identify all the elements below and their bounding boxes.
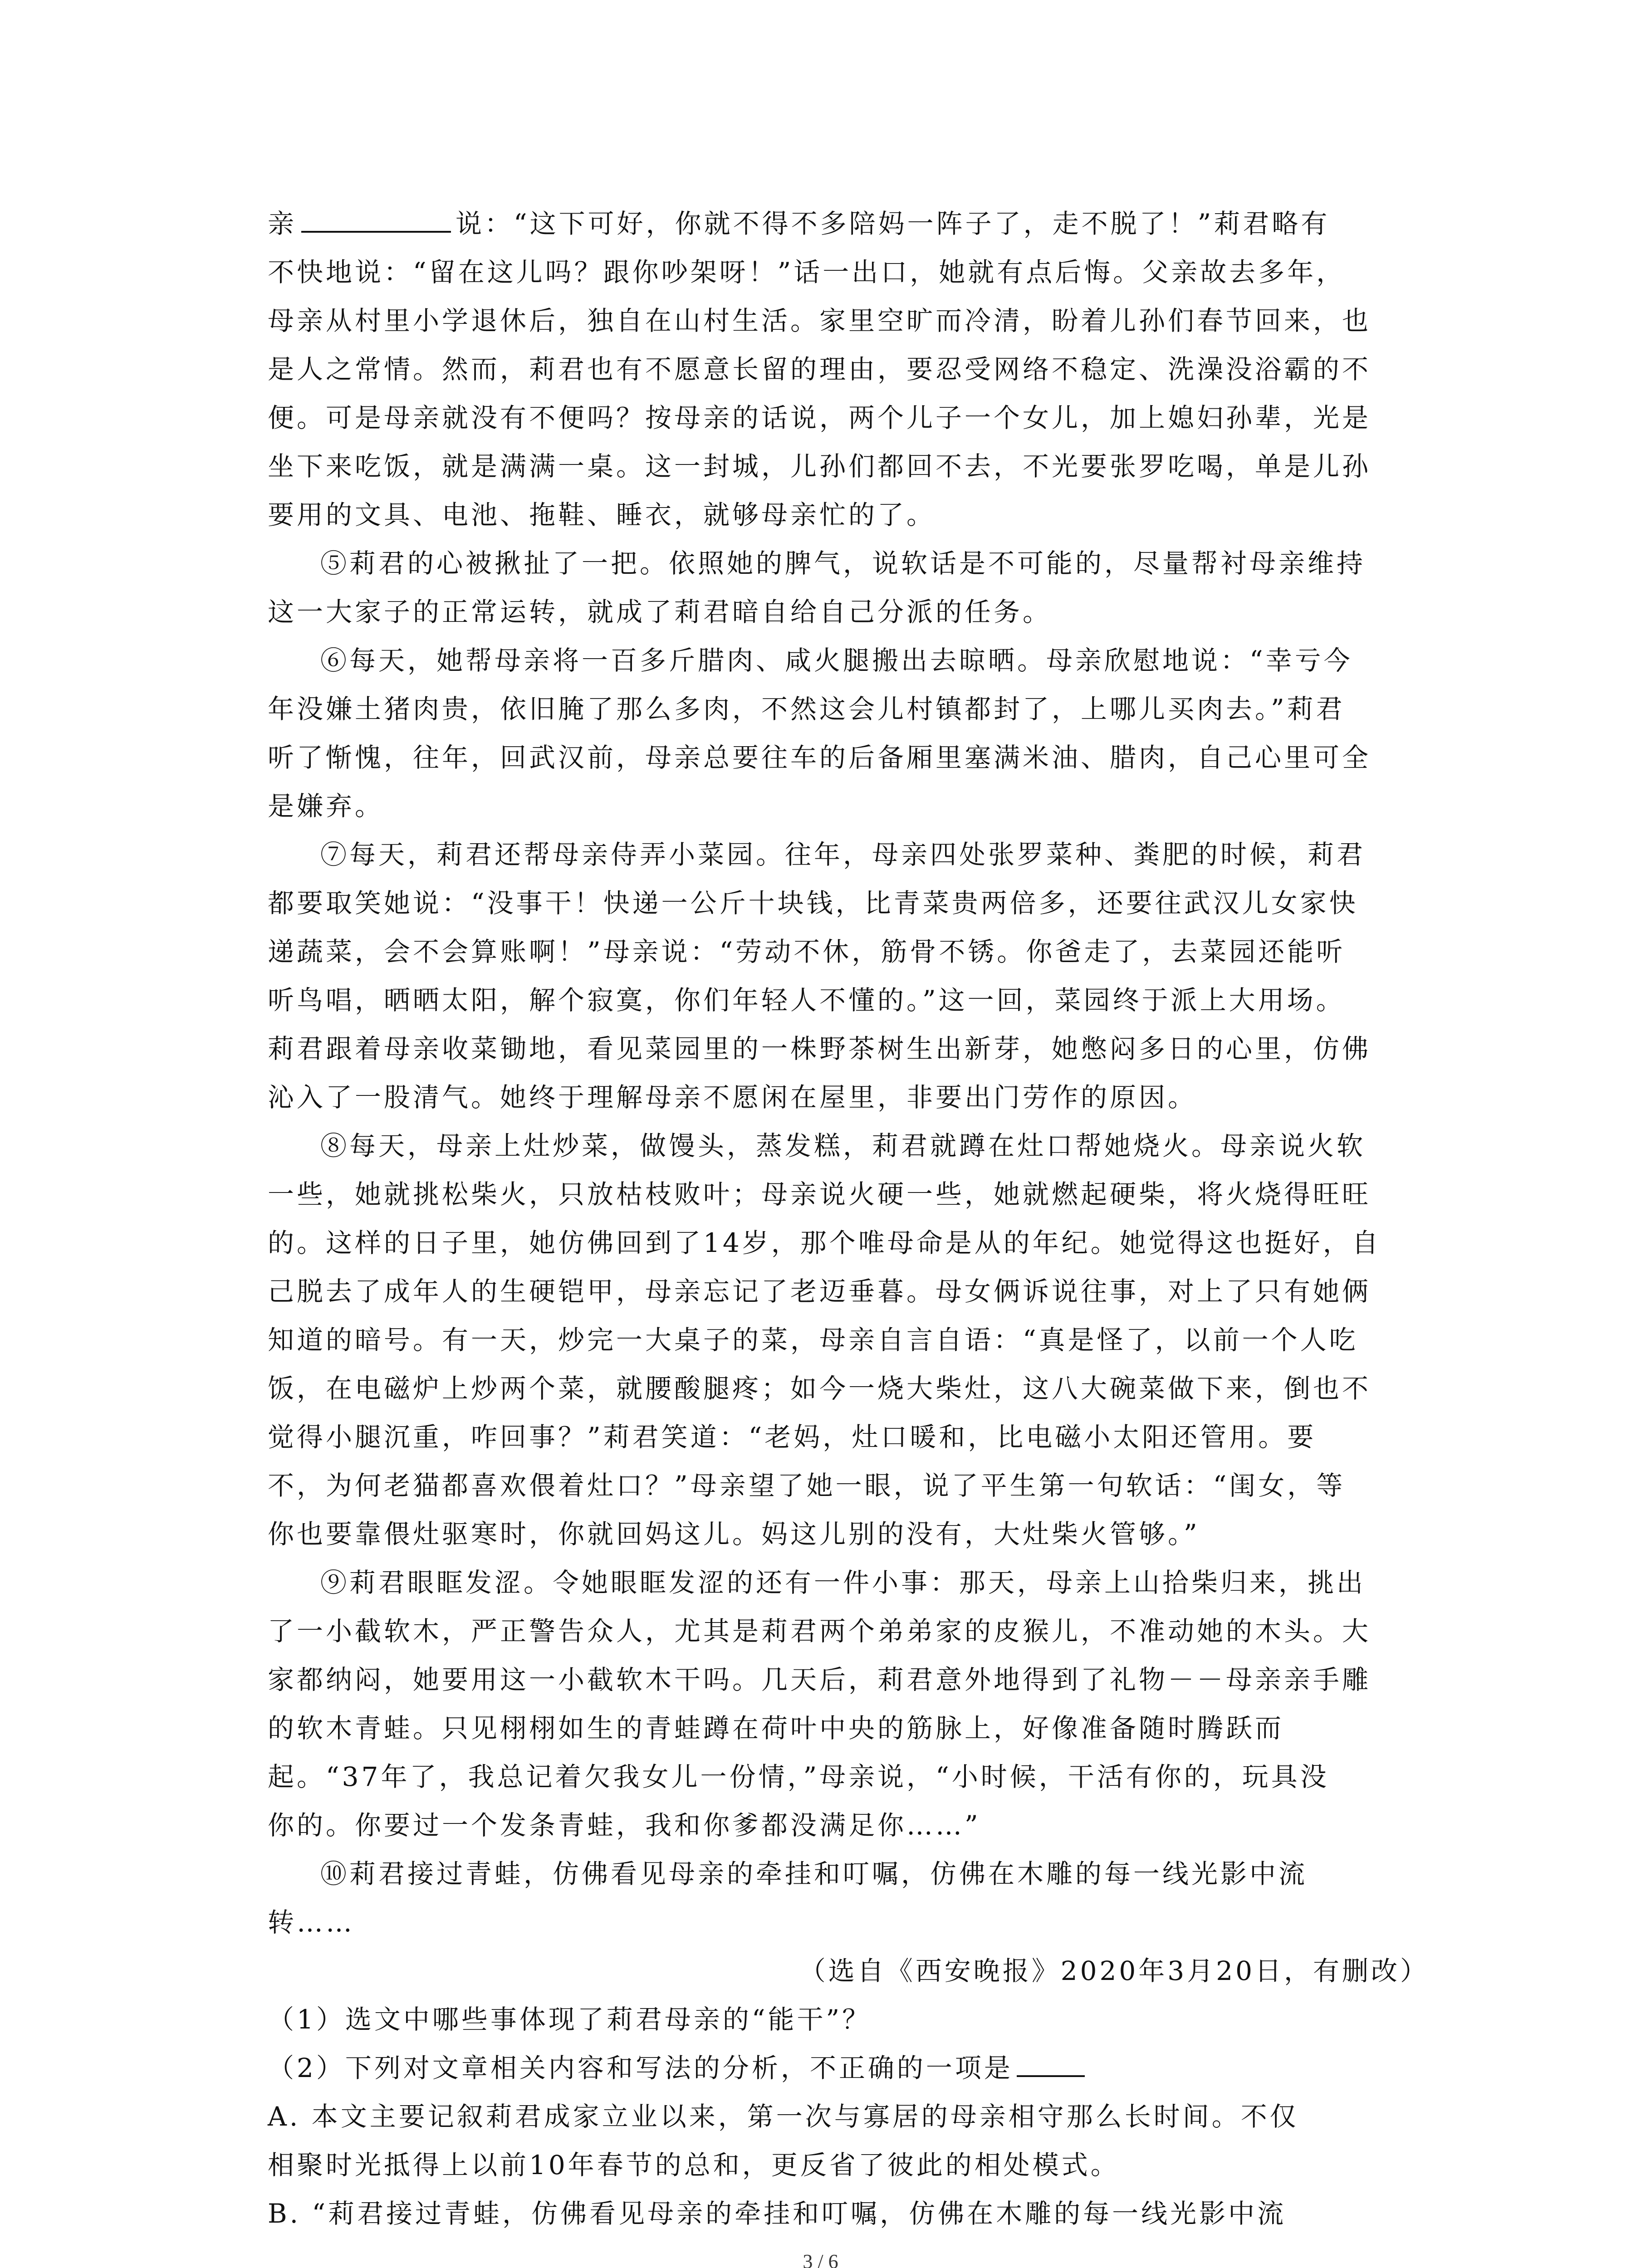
text-line: 年没嫌土猪肉贵，依旧腌了那么多肉，不然这会儿村镇都封了，上哪儿买肉去。”莉君	[268, 694, 1345, 724]
text-fragment: 说：“这下可好，你就不得不多陪妈一阵子了，走不脱了！”莉君略有	[456, 208, 1330, 239]
text-line: 的。这样的日子里，她仿佛回到了14岁，那个唯母命是从的年纪。她觉得这也挺好，自	[268, 1227, 1381, 1258]
paragraph-7-line: ⑦每天，莉君还帮母亲侍弄小菜园。往年，母亲四处张罗菜种、粪肥的时候，莉君	[320, 839, 1366, 870]
text-line: 不，为何老猫都喜欢偎着灶口？”母亲望了她一眼，说了平生第一句软话：“闺女，等	[268, 1470, 1346, 1501]
answer-blank[interactable]	[301, 205, 451, 233]
question-2-text: （2）下列对文章相关内容和写法的分析，不正确的一项是	[268, 2053, 1013, 2083]
question-2	[268, 2044, 1429, 2092]
option-b: B. “莉君接过青蛙，仿佛看见母亲的牵挂和叮嘱，仿佛在木雕的每一线光影中流	[268, 2198, 1287, 2229]
answer-blank-q2[interactable]	[1017, 2049, 1085, 2077]
text-line: 递蔬菜，会不会算账啊！”母亲说：“劳动不休，筋骨不锈。你爸走了，去菜园还能听	[268, 936, 1346, 967]
paragraph-5-line: ⑤莉君的心被揪扯了一把。依照她的脾气，说软话是不可能的，尽量帮衬母亲维持	[320, 548, 1366, 579]
option-a-continued: 相聚时光抵得上以前10年春节的总和，更反省了彼此的相处模式。	[268, 2150, 1120, 2180]
text-line: 不快地说：“留在这儿吗？跟你吵架呀！”话一出口，她就有点后悔。父亲故去多年，	[268, 257, 1346, 288]
article-text	[268, 200, 1429, 2238]
option-a: A. 本文主要记叙莉君成家立业以来，第一次与寡居的母亲相守那么长时间。不仅	[268, 2101, 1299, 2132]
text-line	[268, 200, 1429, 248]
text-line: 是嫌弃。	[268, 791, 384, 821]
text-line: 你的。你要过一个发条青蛙，我和你爹都没满足你……”	[268, 1810, 981, 1841]
text-line: 是人之常情。然而，莉君也有不愿意长留的理由，要忍受网络不稳定、洗澡没浴霸的不	[268, 354, 1372, 385]
text-line: 这一大家子的正常运转，就成了莉君暗自给自己分派的任务。	[268, 596, 1052, 627]
text-fragment: 亲	[268, 208, 297, 239]
text-line: 起。“37年了，我总记着欠我女儿一份情，”母亲说，“小时候，干活有你的，玩具没	[268, 1761, 1329, 1792]
paragraph-10-line: ⑩莉君接过青蛙，仿佛看见母亲的牵挂和叮嘱，仿佛在木雕的每一线光影中流	[320, 1858, 1308, 1889]
paragraph-8-line: ⑧每天，母亲上灶炒菜，做馒头，蒸发糕，莉君就蹲在灶口帮她烧火。母亲说火软	[320, 1130, 1366, 1161]
text-line: 莉君跟着母亲收菜锄地，看见菜园里的一株野茶树生出新芽，她憋闷多日的心里，仿佛	[268, 1033, 1372, 1064]
text-line: 你也要靠偎灶驱寒时，你就回妈这儿。妈这儿别的没有，大灶柴火管够。”	[268, 1519, 1200, 1549]
text-line: 母亲从村里小学退休后，独自在山村生活。家里空旷而冷清，盼着儿孙们春节回来，也	[268, 305, 1372, 336]
text-line: 家都纳闷，她要用这一小截软木干吗。几天后，莉君意外地得到了礼物－－母亲亲手雕	[268, 1664, 1372, 1695]
text-line: 要用的文具、电池、拖鞋、睡衣，就够母亲忙的了。	[268, 499, 936, 530]
text-line: 沁入了一股清气。她终于理解母亲不愿闲在屋里，非要出门劳作的原因。	[268, 1082, 1197, 1113]
text-line: 听了惭愧，往年，回武汉前，母亲总要往车的后备厢里塞满米油、腊肉，自己心里可全	[268, 742, 1372, 773]
text-line: 了一小截软木，严正警告众人，尤其是莉君两个弟弟家的皮猴儿，不准动她的木头。大	[268, 1616, 1372, 1647]
text-line: 的软木青蛙。只见栩栩如生的青蛙蹲在荷叶中央的筋脉上，好像准备随时腾跃而	[268, 1713, 1284, 1744]
text-line: 便。可是母亲就没有不便吗？按母亲的话说，两个儿子一个女儿，加上媳妇孙辈，光是	[268, 402, 1372, 433]
text-line: 饭，在电磁炉上炒两个菜，就腰酸腿疼；如今一烧大柴灶，这八大碗菜做下来，倒也不	[268, 1373, 1372, 1404]
page-number: 3 / 6	[803, 2250, 838, 2268]
question-1: （1）选文中哪些事体现了莉君母亲的“能干”？	[268, 2004, 872, 2035]
paragraph-6-line: ⑥每天，她帮母亲将一百多斤腊肉、咸火腿搬出去晾晒。母亲欣慰地说：“幸亏今	[320, 645, 1353, 676]
text-line: 听鸟唱，晒晒太阳，解个寂寞，你们年轻人不懂的。”这一回，菜园终于派上大用场。	[268, 985, 1345, 1016]
text-line: 坐下来吃饭，就是满满一桌。这一封城，儿孙们都回不去，不光要张罗吃喝，单是儿孙	[268, 451, 1372, 482]
text-line: 一些，她就挑松柴火，只放枯枝败叶；母亲说火硬一些，她就燃起硬柴，将火烧得旺旺	[268, 1179, 1372, 1210]
text-line: 觉得小腿沉重，咋回事？”莉君笑道：“老妈，灶口暖和，比电磁小太阳还管用。要	[268, 1422, 1317, 1452]
text-line: 己脱去了成年人的生硬铠甲，母亲忘记了老迈垂暮。母女俩诉说往事，对上了只有她俩	[268, 1276, 1372, 1307]
source-citation: （选自《西安晚报》2020年3月20日，有删改）	[799, 1955, 1429, 1986]
text-line: 转……	[268, 1907, 355, 1938]
text-line: 都要取笑她说：“没事干！快递一公斤十块钱，比青菜贵两倍多，还要往武汉儿女家快	[268, 888, 1358, 919]
paragraph-9-line: ⑨莉君眼眶发涩。令她眼眶发涩的还有一件小事：那天，母亲上山拾柴归来，挑出	[320, 1567, 1366, 1598]
text-line: 知道的暗号。有一天，炒完一大桌子的菜，母亲自言自语：“真是怪了，以前一个人吃	[268, 1325, 1358, 1355]
